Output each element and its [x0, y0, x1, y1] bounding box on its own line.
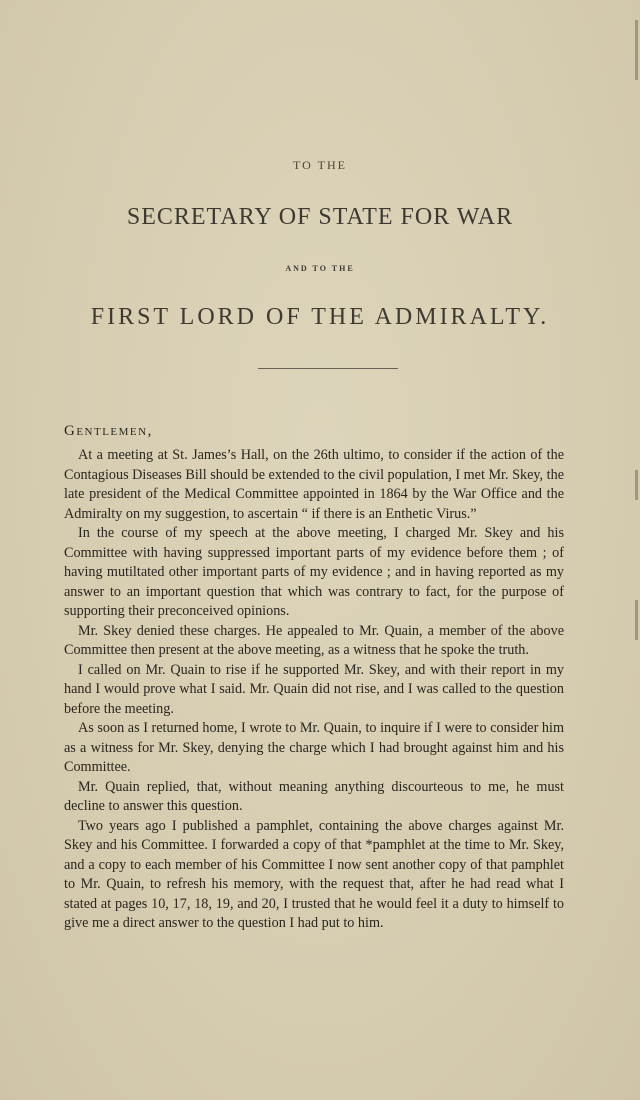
heading-first-lord: FIRST LORD OF THE ADMIRALTY.	[90, 304, 550, 330]
heading-and-to-the: AND TO THE	[285, 264, 355, 273]
paragraph: At a meeting at St. James’s Hall, on the 26th ultimo, to consider if the action of the Contagious Diseases Bill should be extended to the civil population, I met Mr. Skey, the late president of the Medical Committee appointed in 1864 by the War Office and the Admiralty on my suggestion, to ascertain “ if there is an Enthetic Virus.”	[64, 447, 564, 522]
paragraph: I called on Mr. Quain to rise if he supported Mr. Skey, and with their report in my hand I would prove what I said. Mr. Quain did not rise, and I was called to the question before the meeting.	[64, 661, 564, 717]
letter-body	[64, 446, 564, 934]
paragraph: In the course of my speech at the above meeting, I charged Mr. Skey and his Committee with having suppressed important parts of my evidence before them ; of having mutiltated other important parts of my evidence ; and in having reported as my answer to an important question that which was contrary to fact, for the purpose of supporting their preconceived opinions.	[64, 525, 564, 619]
page-edge-mark	[635, 470, 638, 500]
divider-rule	[258, 368, 398, 369]
paragraph: Two years ago I published a pamphlet, containing the above charges against Mr. Skey and his Committee. I forwarded a copy of that *pamphlet at the time to Mr. Skey, and a copy to each member of his Committee I now sent another copy of that pamphlet to Mr. Quain, to refresh his memory, with the request that, after he had read what I stated at pages 10, 17, 18, 19, and 20, I trusted that he would feel it a duty to himself to give me a direct answer to the question I had put to him.	[64, 817, 564, 931]
page-edge-mark	[635, 600, 638, 640]
letter-salutation: Gentlemen,	[64, 423, 153, 439]
heading-secretary-of-state: SECRETARY OF STATE FOR WAR	[126, 204, 514, 230]
page-edge-mark	[635, 20, 638, 80]
paragraph: Mr. Quain replied, that, without meaning anything discourteous to me, he must decline to answer this question.	[64, 778, 564, 814]
paragraph: Mr. Skey denied these charges. He appealed to Mr. Quain, a member of the above Committee then present at the above meeting, as a witness that he spoke the truth.	[64, 622, 564, 658]
heading-to-the: TO THE	[293, 158, 347, 172]
paragraph: As soon as I returned home, I wrote to Mr. Quain, to inquire if I were to consider him as a witness for Mr. Skey, denying the charge which I had brought against him and his Committee.	[64, 720, 564, 775]
